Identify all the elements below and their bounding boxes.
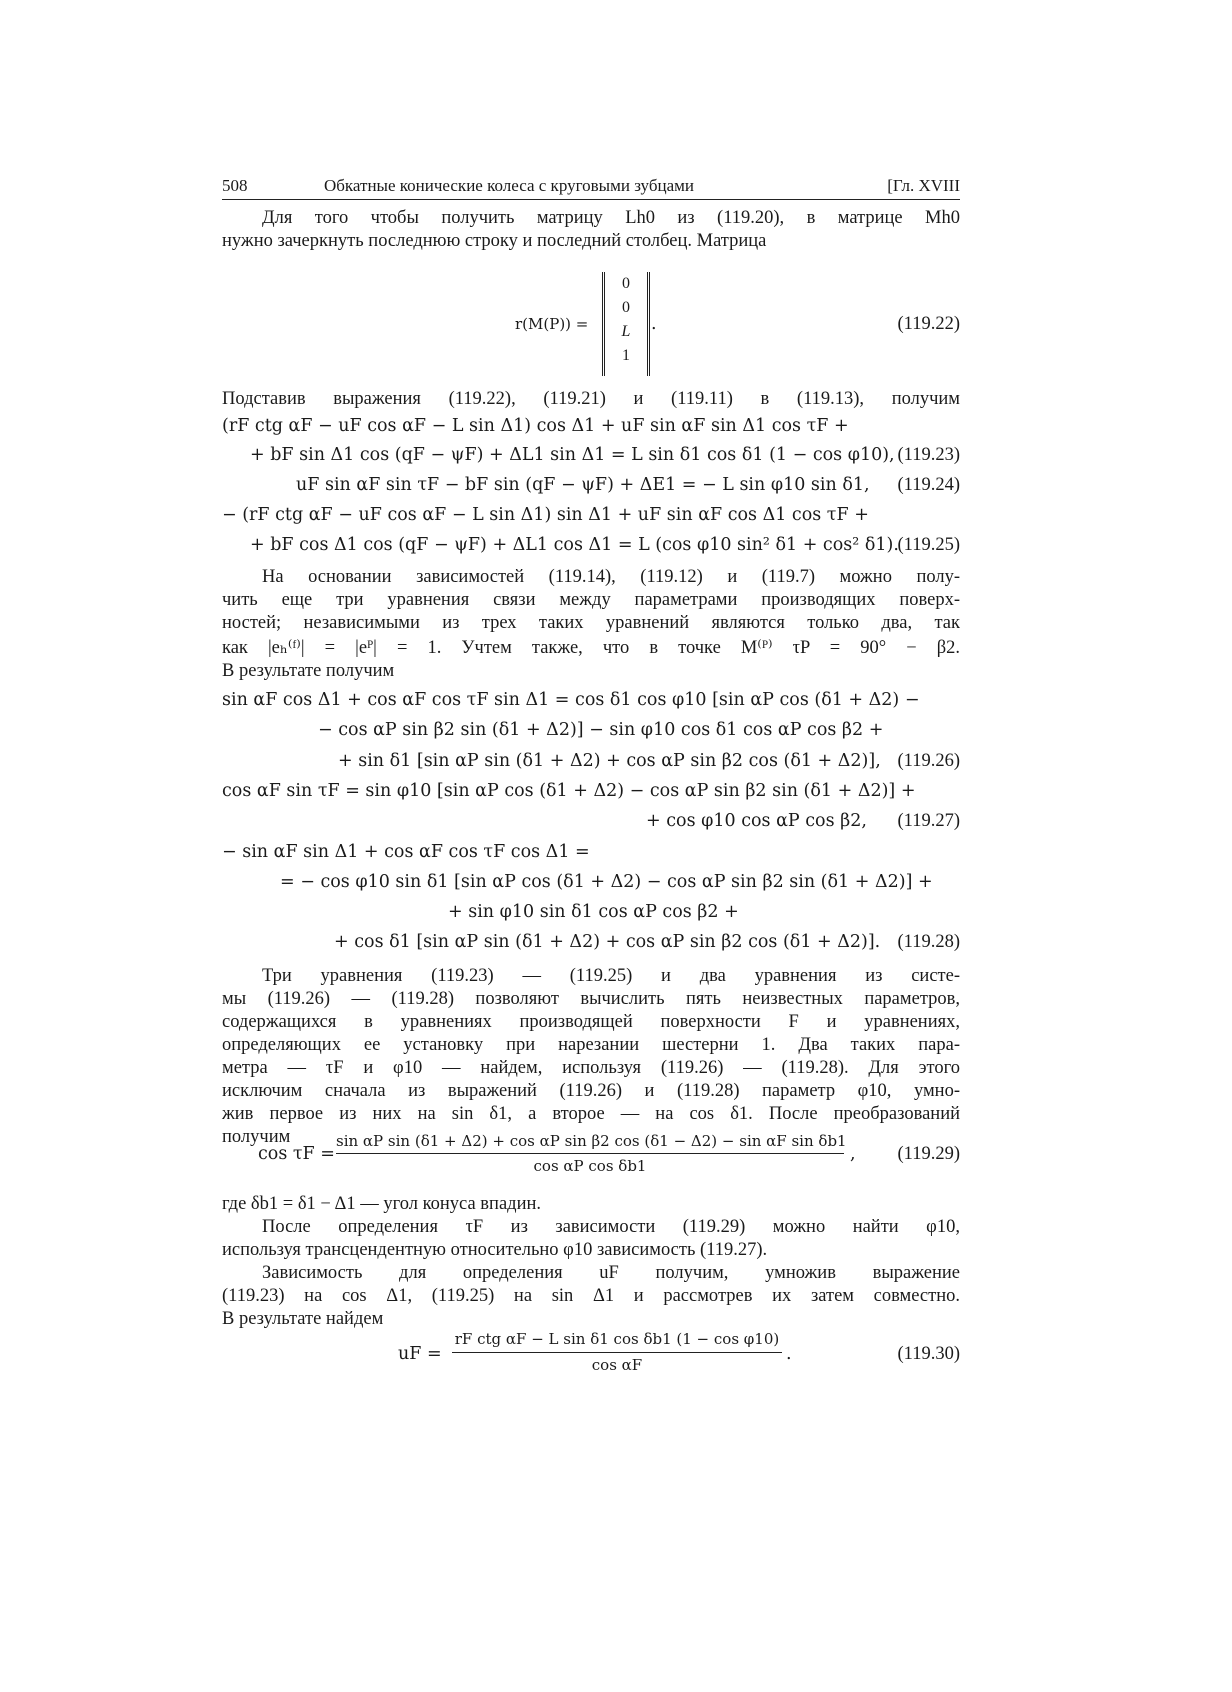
text-line: как |eₕ⁽ᶠ⁾| = |eᴾ| = 1. Учтем также, что в точке M⁽ᴾ⁾ τP = 90° − β2. xyxy=(222,638,960,658)
text-line: жив первое из них на sin δ1, а второе — на cos δ1. После преобразований xyxy=(222,1104,960,1124)
matrix-entry: 1 xyxy=(622,347,630,364)
equation-line: + cos φ10 cos αP cos β2, xyxy=(646,811,867,831)
text-line: Подставив выражения (119.22), (119.21) и (119.11) в (119.13), получим xyxy=(222,389,960,409)
text-line: ностей; независимыми из трех таких уравнений являются только два, так xyxy=(222,613,960,633)
text-line: метра — τF и φ10 — найдем, используя (119.26) — (119.28). Для этого xyxy=(222,1058,960,1078)
equation-number: (119.25) xyxy=(897,535,960,555)
equation-line: + sin φ10 sin δ1 cos αP cos β2 + xyxy=(448,902,739,922)
fraction-bar xyxy=(336,1153,844,1154)
matrix-dot: . xyxy=(651,314,657,334)
equation-punct: , xyxy=(850,1144,856,1164)
text-line: В результате получим xyxy=(222,661,395,681)
equation-line: (rF ctg αF − uF cos αF − L sin Δ1) cos Δ1 + uF sin αF sin Δ1 cos τF + xyxy=(222,416,849,436)
equation-line: + sin δ1 [sin αP sin (δ1 + Δ2) + cos αP sin β2 cos (δ1 + Δ2)], xyxy=(338,751,881,771)
equation-line: sin αF cos Δ1 + cos αF cos τF sin Δ1 = cos δ1 cos φ10 [sin αP cos (δ1 + Δ2) − xyxy=(222,690,920,710)
equation-number: (119.23) xyxy=(897,445,960,465)
equation-lhs: uF = xyxy=(398,1344,442,1364)
matrix-lhs: r(M(P)) = xyxy=(515,315,589,333)
equation-number: (119.29) xyxy=(897,1144,960,1164)
matrix-entry: 0 xyxy=(622,275,630,292)
equation-line: cos αF sin τF = sin φ10 [sin αP cos (δ1 + Δ2) − cos αP sin β2 sin (δ1 + Δ2)] + xyxy=(222,781,916,801)
text-line: где δb1 = δ1 − Δ1 — угол конуса впадин. xyxy=(222,1194,541,1214)
equation-number: (119.22) xyxy=(897,314,960,334)
text-line: получим xyxy=(222,1127,291,1147)
equation-line: uF sin αF sin τF − bF sin (qF − ψF) + ΔE1 = − L sin φ10 sin δ1, xyxy=(296,475,870,495)
header-rule xyxy=(222,199,960,200)
matrix-entry: 0 xyxy=(622,299,630,316)
fraction-numerator: rF ctg αF − L sin δ1 cos δb1 (1 − cos φ10) xyxy=(454,1330,780,1348)
text-line: Для того чтобы получить матрицу Lh0 из (119.20), в матрице Mh0 xyxy=(262,208,960,228)
text-line: используя трансцендентную относительно φ10 зависимость (119.27). xyxy=(222,1240,768,1260)
fraction-numerator: sin αP sin (δ1 + Δ2) + cos αP sin β2 cos (δ1 − Δ2) − sin αF sin δb1 xyxy=(336,1132,847,1150)
text-line: содержащихся в уравнениях производящей поверхности F и уравнениях, xyxy=(222,1012,960,1032)
equation-line: + bF cos Δ1 cos (qF − ψF) + ΔL1 cos Δ1 = L (cos φ10 sin² δ1 + cos² δ1). xyxy=(250,535,899,555)
text-line: Три уравнения (119.23) — (119.25) и два уравнения из систе- xyxy=(262,966,960,986)
equation-line: + bF sin Δ1 cos (qF − ψF) + ΔL1 sin Δ1 = L sin δ1 cos δ1 (1 − cos φ10), xyxy=(250,445,895,465)
text-line: нужно зачеркнуть последнюю строку и последний столбец. Матрица xyxy=(222,231,767,251)
text-line: мы (119.26) — (119.28) позволяют вычислить пять неизвестных параметров, xyxy=(222,989,960,1009)
text-line: В результате найдем xyxy=(222,1309,384,1329)
equation-line: − sin αF sin Δ1 + cos αF cos τF cos Δ1 = xyxy=(222,842,590,862)
fraction-denominator: cos αF xyxy=(591,1356,643,1374)
chapter-label: [Гл. XVIII xyxy=(887,176,960,195)
text-line: исключим сначала из выражений (119.26) и (119.28) параметр φ10, умно- xyxy=(222,1081,960,1101)
equation-lhs: cos τF = xyxy=(258,1144,335,1164)
text-line: чить еще три уравнения связи между параметрами производящих поверх- xyxy=(222,590,960,610)
fraction-bar xyxy=(452,1352,782,1353)
fraction-denominator: cos αP cos δb1 xyxy=(533,1157,647,1175)
equation-number: (119.26) xyxy=(897,751,960,771)
text-line: На основании зависимостей (119.14), (119.12) и (119.7) можно полу- xyxy=(262,567,960,587)
running-title: Обкатные конические колеса с круговыми зубцами xyxy=(324,176,694,195)
equation-line: + cos δ1 [sin αP sin (δ1 + Δ2) + cos αP sin β2 cos (δ1 + Δ2)]. xyxy=(334,932,881,952)
equation-number: (119.24) xyxy=(897,475,960,495)
page-number: 508 xyxy=(222,176,248,195)
text-line: (119.23) на cos Δ1, (119.25) на sin Δ1 и рассмотрев их затем совместно. xyxy=(222,1286,960,1306)
equation-line: − (rF ctg αF − uF cos αF − L sin Δ1) sin Δ1 + uF sin αF cos Δ1 cos τF + xyxy=(222,505,869,525)
equation-line: = − cos φ10 sin δ1 [sin αP cos (δ1 + Δ2) − cos αP sin β2 sin (δ1 + Δ2)] + xyxy=(280,872,933,892)
column-matrix xyxy=(602,272,650,376)
equation-punct: . xyxy=(786,1344,792,1364)
equation-number: (119.30) xyxy=(897,1344,960,1364)
text-line: Зависимость для определения uF получим, умножив выражение xyxy=(262,1263,960,1283)
equation-line: − cos αP sin β2 sin (δ1 + Δ2)] − sin φ10 cos δ1 cos αP cos β2 + xyxy=(318,720,884,740)
equation-number: (119.27) xyxy=(897,811,960,831)
equation-number: (119.28) xyxy=(897,932,960,952)
text-line: определяющих ее установку при нарезании шестерни 1. Два таких пара- xyxy=(222,1035,960,1055)
text-line: После определения τF из зависимости (119.29) можно найти φ10, xyxy=(262,1217,960,1237)
matrix-entry: L xyxy=(621,323,631,340)
